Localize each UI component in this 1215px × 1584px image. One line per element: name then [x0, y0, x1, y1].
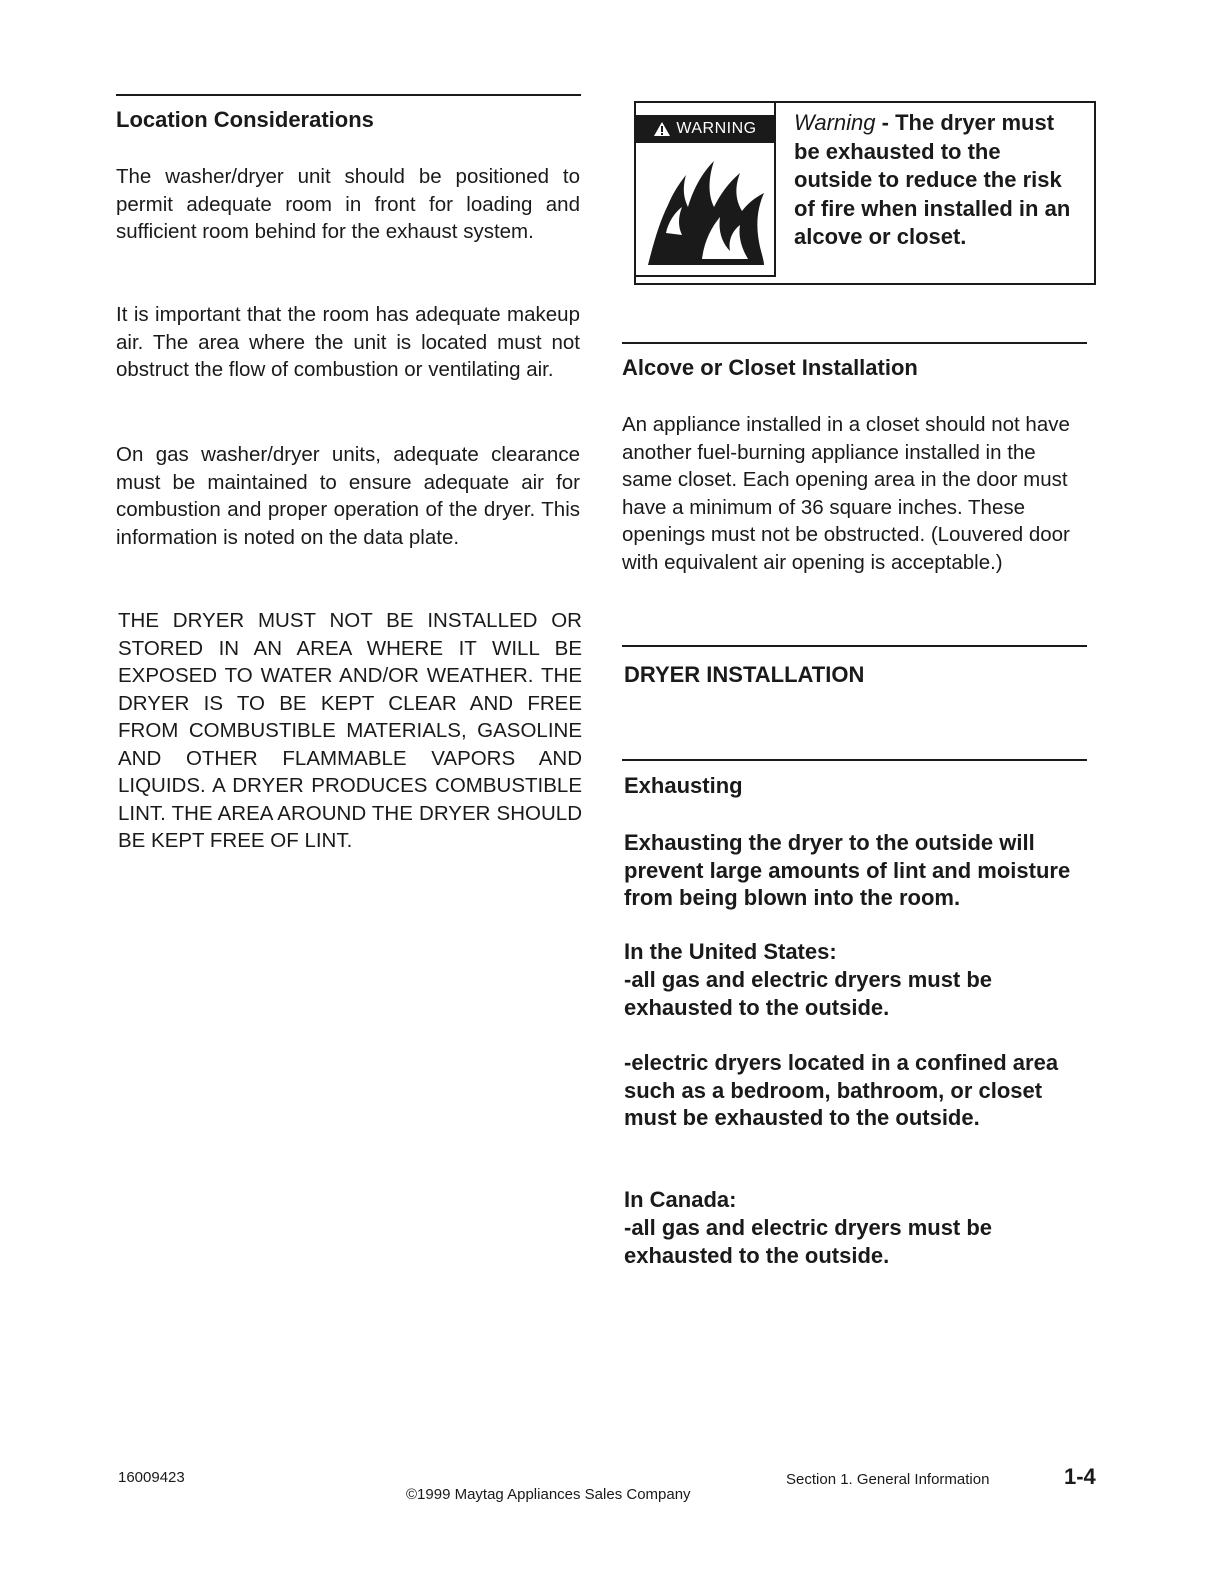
- us-item-2: -electric dryers located in a confined area such as a bedroom, bathroom, or closet must be exhausted to the outside.: [624, 1050, 1059, 1130]
- alcove-para: An appliance installed in a closet should not have another fuel-burning appliance installed in the same closet. Each opening area in the door must have a minimum of 36 square inches. These openings must not be obstructed. (Louvered door with equivalent air opening is acceptable.): [622, 413, 1070, 574]
- us-item-1: -all gas and electric dryers must be exhausted to the outside.: [624, 967, 993, 1020]
- warning-message: [794, 109, 1084, 252]
- fire-icon: [644, 155, 768, 267]
- warning-box: [634, 101, 1096, 285]
- location-warning-caps: THE DRYER MUST NOT BE INSTALLED OR STORED IN AN AREA WHERE IT WILL BE EXPOSED TO WATER AND/OR WEATHER. THE DRYER IS TO BE KEPT CLEAR AND FREE FROM COMBUSTIBLE MATERIALS, GASOLINE AND OTHER FLAMMABLE VAPORS AND LIQUIDS. A DRYER PRODUCES COMBUSTIBLE LINT. THE AREA AROUND THE DRYER SHOULD BE KEPT FREE OF LINT.: [118, 609, 582, 852]
- canada-label: In Canada:: [624, 1187, 737, 1212]
- us-label: In the United States:: [624, 939, 837, 964]
- warning-symbol-panel: [636, 103, 776, 277]
- rule-exhausting: [622, 759, 1087, 761]
- warning-badge-label: WARNING: [676, 120, 757, 137]
- warning-lead: Warning: [794, 110, 876, 135]
- exhausting-heading: Exhausting: [624, 773, 743, 798]
- doc-number: 16009423: [118, 1469, 185, 1486]
- warning-dash: -: [875, 110, 896, 135]
- dryer-installation-heading: DRYER INSTALLATION: [624, 662, 865, 687]
- exhausting-intro: Exhausting the dryer to the outside will prevent large amounts of lint and moisture from being blown into the room.: [624, 830, 1071, 910]
- location-heading: Location Considerations: [116, 107, 374, 132]
- rule-alcove: [622, 342, 1087, 344]
- top-rule-left: [116, 94, 581, 96]
- warning-badge: [634, 115, 776, 143]
- location-para-2: It is important that the room has adequate makeup air. The area where the unit is located must not obstruct the flow of combustion or ventilating air.: [116, 303, 580, 381]
- warning-triangle-icon: [653, 121, 671, 137]
- section-label: Section 1. General Information: [786, 1471, 990, 1488]
- rule-dryer-installation: [622, 645, 1087, 647]
- location-para-3: On gas washer/dryer units, adequate clearance must be maintained to ensure adequate air for combustion and proper operation of the dryer. This information is noted on the data plate.: [116, 443, 580, 549]
- alcove-heading: Alcove or Closet Installation: [622, 355, 918, 380]
- page-number: 1-4: [1064, 1464, 1096, 1489]
- copyright: ©1999 Maytag Appliances Sales Company: [406, 1486, 691, 1503]
- location-para-1: The washer/dryer unit should be positioned to permit adequate room in front for loading and sufficient room behind for the exhaust system.: [116, 165, 580, 243]
- warning-text: The dryer must be exhausted to the outside to reduce the risk of fire when installed in an alcove or closet.: [794, 110, 1071, 249]
- canada-item-1: -all gas and electric dryers must be exhausted to the outside.: [624, 1215, 993, 1268]
